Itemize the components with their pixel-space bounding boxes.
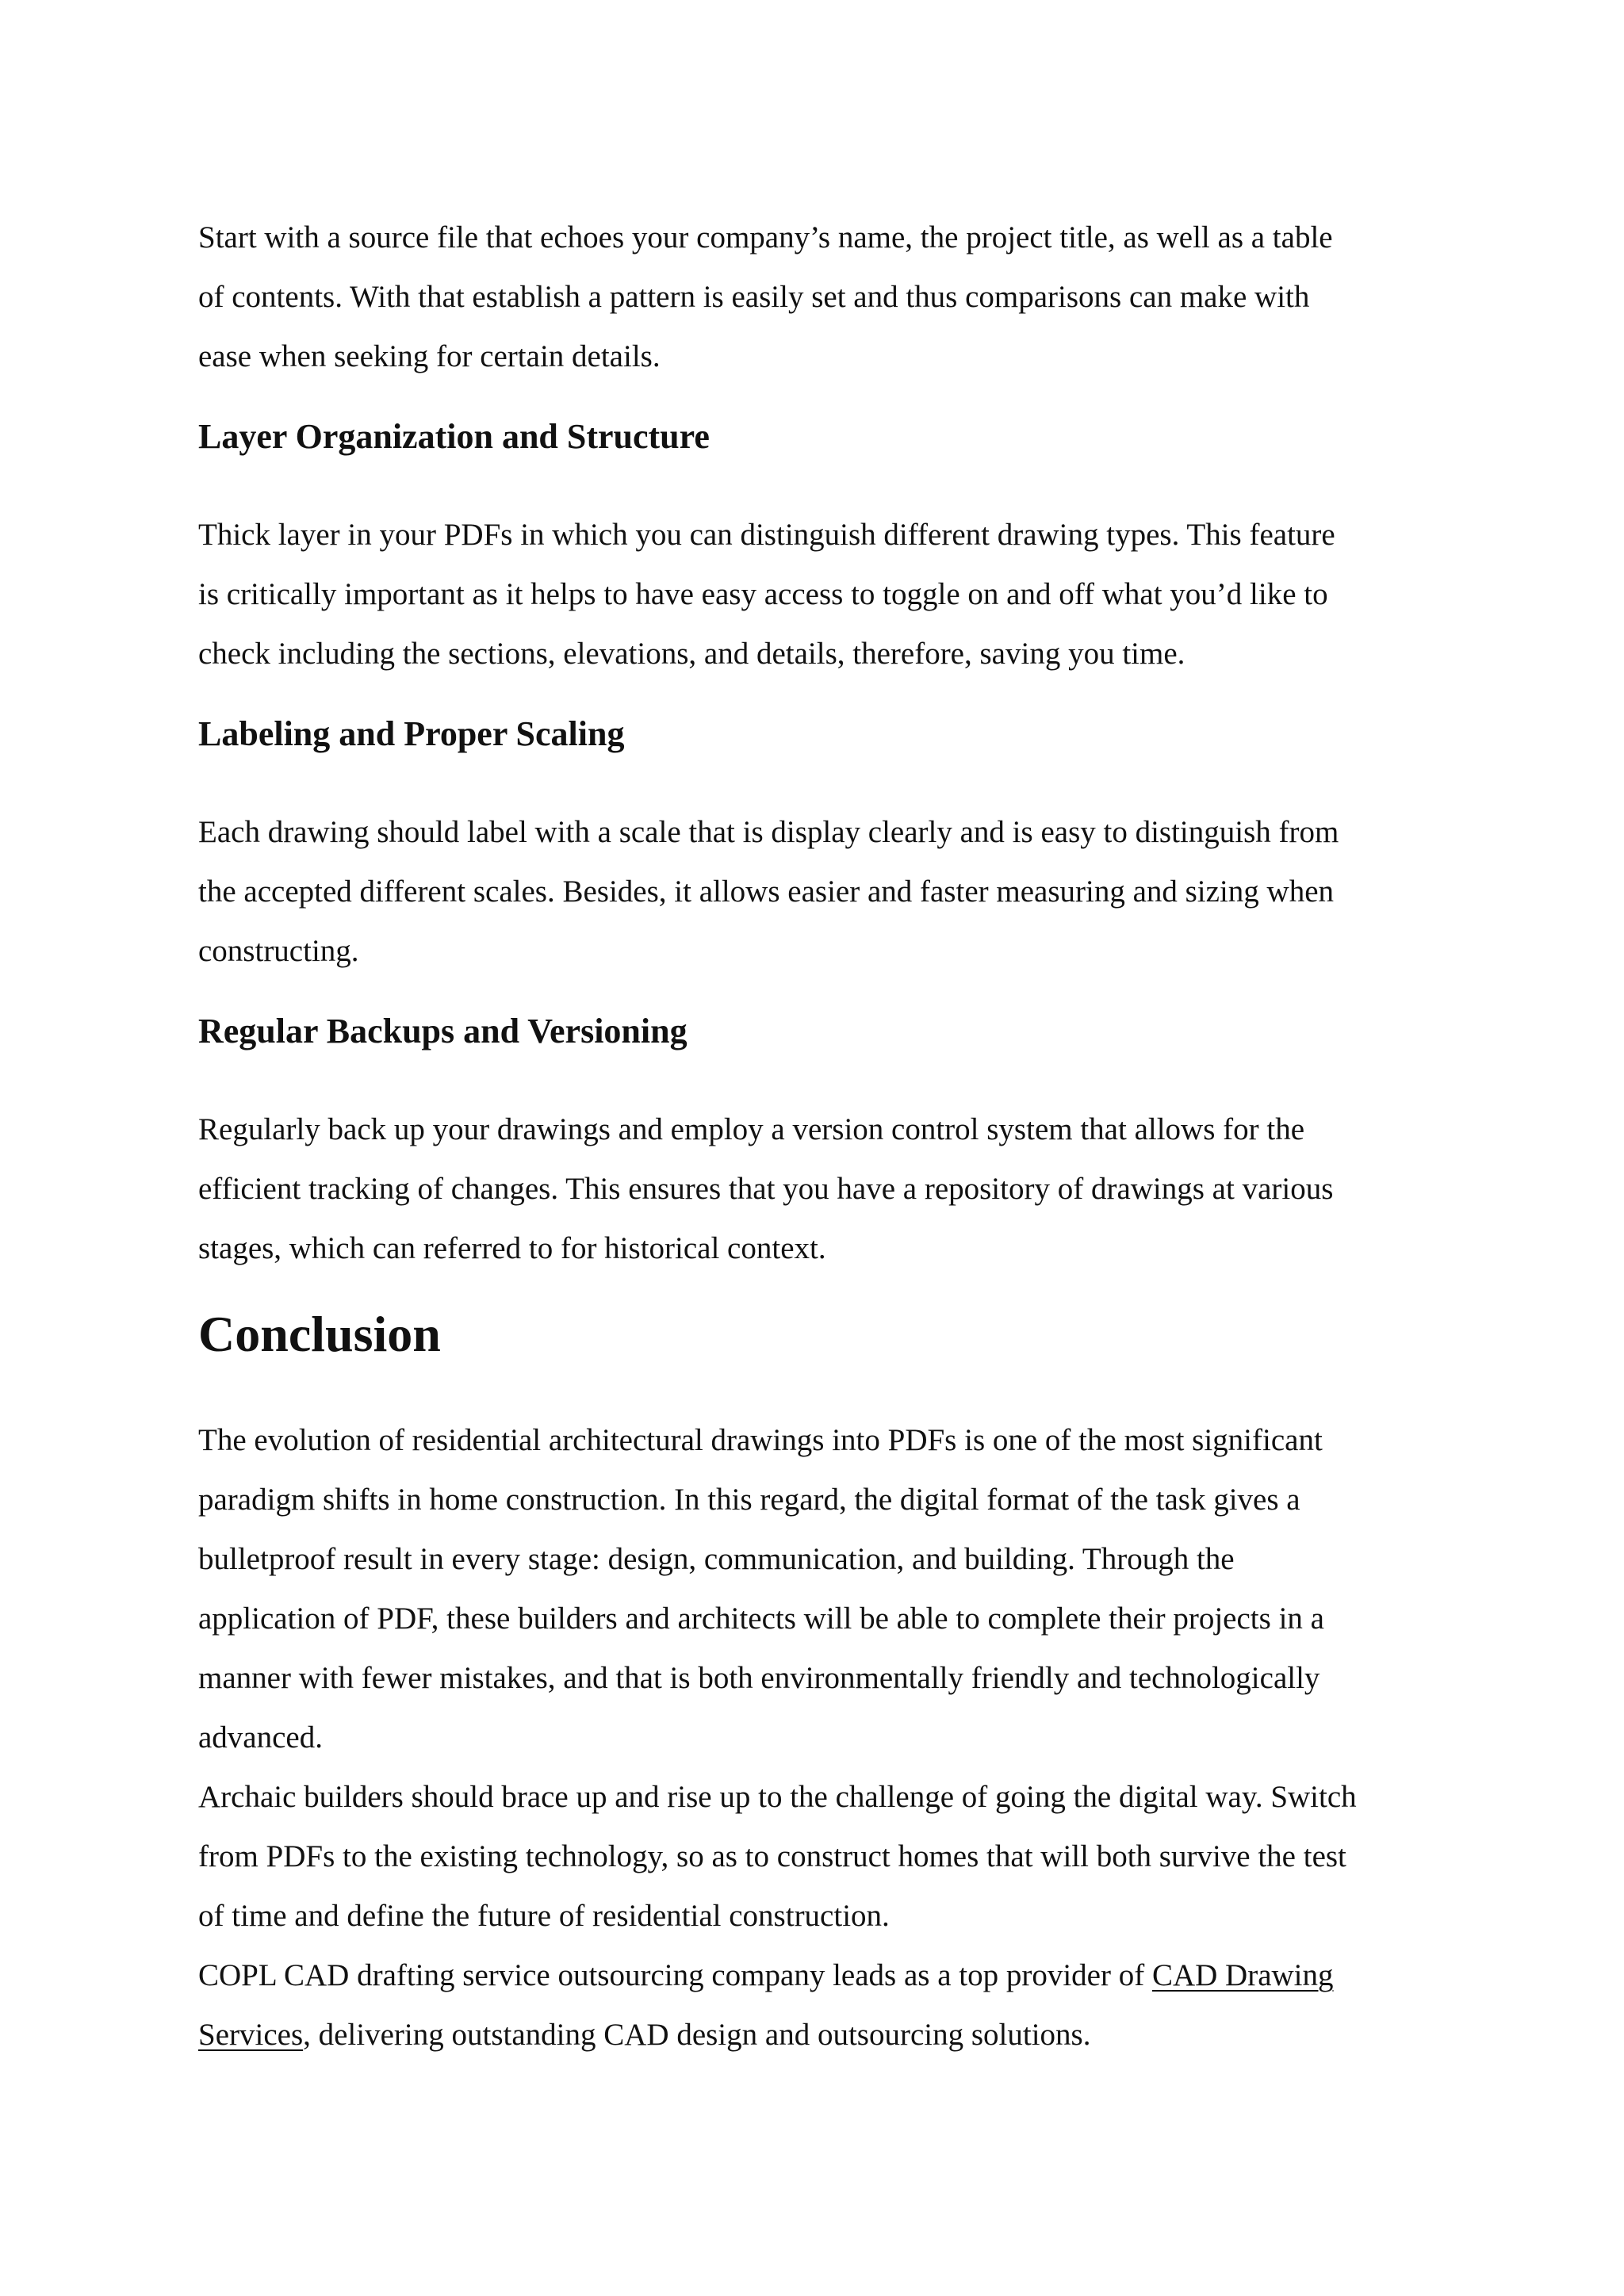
text-fragment: , delivering outstanding CAD design and outsourcing solutions. (303, 2018, 1091, 2052)
text-line: is critically important as it helps to have easy access to toggle on and off what you’d like to (198, 577, 1328, 611)
section-paragraph-backups-versioning (198, 1100, 1459, 1278)
section-paragraph-labeling-scaling (198, 802, 1459, 981)
text-line: ease when seeking for certain details. (198, 339, 661, 373)
cad-drawing-services-link-continued[interactable]: Services (198, 2018, 304, 2052)
cad-drawing-services-link[interactable]: CAD Drawing (1151, 1958, 1334, 1992)
text-line-with-link (198, 1946, 1459, 2005)
text-line: of time and define the future of residential construction. (198, 1899, 890, 1933)
section-paragraph-layer-organization (198, 505, 1459, 683)
text-line: advanced. (198, 1720, 323, 1755)
text-line: Each drawing should label with a scale that is display clearly and is easy to distinguish from (198, 815, 1339, 849)
conclusion-paragraph (198, 1410, 1459, 2064)
text-line: from PDFs to the existing technology, so as to construct homes that will both survive the test (198, 1839, 1346, 1873)
text-line: application of PDF, these builders and architects will be able to complete their projects in a (198, 1601, 1324, 1636)
text-fragment: COPL CAD drafting service outsourcing company leads as a top provider of (198, 1958, 1152, 1992)
text-line: check including the sections, elevations, and details, therefore, saving you time. (198, 637, 1185, 671)
text-line: Archaic builders should brace up and rise up to the challenge of going the digital way. Switch (198, 1780, 1357, 1814)
text-line: stages, which can referred to for historical context. (198, 1231, 826, 1265)
text-line-with-link (198, 2005, 1459, 2064)
intro-paragraph (198, 208, 1459, 386)
text-line: Thick layer in your PDFs in which you can distinguish different drawing types. This feature (198, 518, 1335, 552)
section-heading-layer-organization: Layer Organization and Structure (198, 417, 710, 456)
text-line: paradigm shifts in home construction. In this regard, the digital format of the task gives a (198, 1483, 1300, 1517)
text-line: Regularly back up your drawings and employ a version control system that allows for the (198, 1112, 1305, 1146)
text-line: manner with fewer mistakes, and that is both environmentally friendly and technologically (198, 1661, 1320, 1695)
text-line: constructing. (198, 934, 359, 968)
section-heading-backups-versioning: Regular Backups and Versioning (198, 1012, 688, 1050)
text-line: Start with a source file that echoes your company’s name, the project title, as well as a table (198, 220, 1333, 254)
conclusion-heading: Conclusion (198, 1306, 441, 1362)
section-heading-labeling-scaling: Labeling and Proper Scaling (198, 714, 625, 753)
text-line: the accepted different scales. Besides, it allows easier and faster measuring and sizing when (198, 874, 1335, 909)
text-line: The evolution of residential architectural drawings into PDFs is one of the most significant (198, 1423, 1323, 1457)
text-line: efficient tracking of changes. This ensures that you have a repository of drawings at various (198, 1172, 1334, 1206)
text-line: of contents. With that establish a pattern is easily set and thus comparisons can make with (198, 280, 1310, 314)
text-line: bulletproof result in every stage: design, communication, and building. Through the (198, 1542, 1235, 1576)
